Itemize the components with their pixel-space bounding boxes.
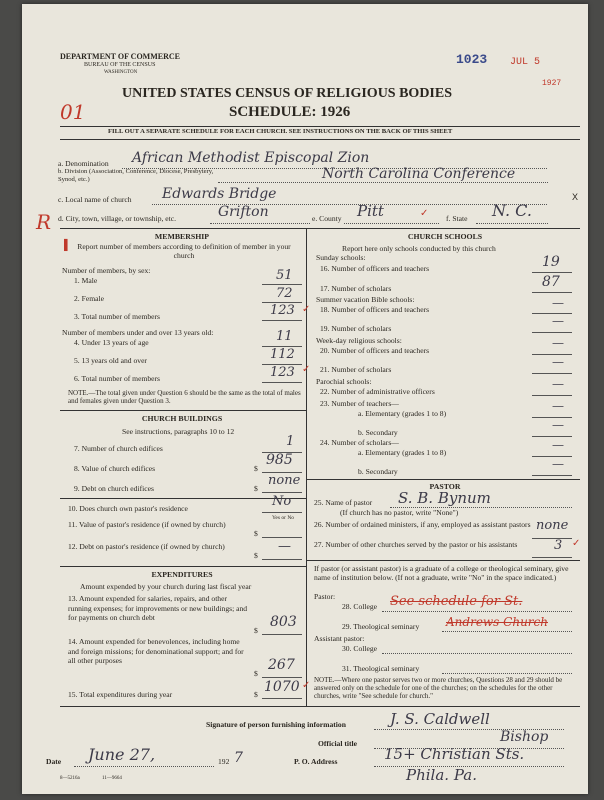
official-title-label: Official title <box>318 739 358 748</box>
q26-value: none <box>536 518 569 533</box>
q15-label: 15. Total expenditures during year <box>68 690 173 699</box>
schools-title: CHURCH SCHOOLS <box>407 232 483 241</box>
state-label: f. State <box>446 214 468 223</box>
membership-note: NOTE.—The total given under Question 6 should be the same as the total of males and females given under Question 3. <box>68 389 301 405</box>
q2-value: 72 <box>276 286 293 301</box>
membership-red-tick: ▌ <box>64 240 72 251</box>
q24-label: 24. Number of scholars— <box>320 438 399 447</box>
red-code: 01 <box>60 100 86 124</box>
stamp-year: 1927 <box>542 79 562 88</box>
year-value: 7 <box>234 750 243 766</box>
q24a-value: — <box>552 438 564 452</box>
county-value: Pitt <box>357 202 384 220</box>
q22-value: — <box>552 377 564 391</box>
q24a-label: a. Elementary (grades 1 to 8) <box>358 448 447 457</box>
q25-hint: (If church has no pastor, write "None") <box>340 508 459 517</box>
expenditures-sub: Amount expended by your church during last fiscal year <box>80 582 252 591</box>
q22-label: 22. Number of administrative officers <box>320 387 435 396</box>
denomination-label: a. Denomination <box>58 159 109 168</box>
q14-label: 14. Amount expended for benevolences, including home and foreign missions; for denominational support; and for all other purposes <box>68 637 244 666</box>
q12-value: — <box>278 539 291 554</box>
address-line-2: Phila. Pa. <box>406 766 477 784</box>
parochial-heading: Parochial schools: <box>316 377 372 386</box>
q16-label: 16. Number of officers and teachers <box>320 264 430 273</box>
address-line-1: 15+ Christian Sts. <box>384 745 525 763</box>
q24b-value: — <box>552 457 564 471</box>
q29-label: 29. Theological seminary <box>342 622 420 631</box>
q25-value: S. B. Bynum <box>398 489 491 507</box>
bureau-name: BUREAU OF THE CENSUS <box>84 62 156 68</box>
date-label: Date <box>46 757 62 766</box>
q5-label: 5. 13 years old and over <box>74 356 147 365</box>
q23b-label: b. Secondary <box>358 428 398 437</box>
q2-label: 2. Female <box>74 294 104 303</box>
q7-value: 1 <box>286 434 295 449</box>
membership-title: MEMBERSHIP <box>154 232 210 241</box>
q11-label: 11. Value of pastor's residence (if owned by church) <box>68 520 226 529</box>
q12-label: 12. Debt on pastor's residence (if owned by church) <box>68 542 225 551</box>
buildings-sub: See instructions, paragraphs 10 to 12 <box>122 427 235 436</box>
form-instruction: FILL OUT A SEPARATE SCHEDULE FOR EACH CHURCH. SEE INSTRUCTIONS ON THE BACK OF THIS SHEET <box>108 128 453 135</box>
q9-label: 9. Debt on church edifices <box>74 484 154 493</box>
date-value: June 27, <box>88 745 156 764</box>
department-name: DEPARTMENT OF COMMERCE <box>60 52 181 61</box>
q16-value: 19 <box>542 254 560 270</box>
stamp-date: JUL 5 <box>510 57 541 68</box>
official-title-value: Bishop <box>500 729 549 745</box>
q3-label: 3. Total number of members <box>74 312 161 321</box>
q9-value: none <box>268 473 301 488</box>
q18-value: — <box>552 296 564 310</box>
q17-value: 87 <box>542 274 560 290</box>
schools-intro: Report here only schools conducted by this church <box>342 244 496 253</box>
state-value: N. C. <box>492 201 532 220</box>
membership-intro: Report number of members according to definition of member in your church <box>77 242 291 260</box>
q26-label: 26. Number of ordained ministers, if any, employed as assistant pastors <box>314 520 531 529</box>
q8-value: 985 <box>266 452 293 468</box>
county-check: ✓ <box>420 208 429 219</box>
city-value: Grifton <box>218 204 269 220</box>
age-heading: Number of members under and over 13 years old: <box>62 328 214 337</box>
signature-value: J. S. Caldwell <box>390 710 490 728</box>
assistant-subheading: Assistant pastor: <box>314 634 365 643</box>
summer-heading: Summer vacation Bible schools: <box>316 295 415 304</box>
county-label: e. County <box>312 214 342 223</box>
church-name-value: Edwards Bridge <box>162 186 277 202</box>
q23a-value: — <box>552 399 564 413</box>
q4-value: 11 <box>276 329 293 344</box>
q1-value: 51 <box>276 268 293 283</box>
sunday-heading: Sunday schools: <box>316 253 366 262</box>
q15-value: 1070 <box>264 679 300 695</box>
buildings-title: CHURCH BUILDINGS <box>141 414 223 423</box>
form-title: UNITED STATES CENSUS OF RELIGIOUS BODIES <box>122 86 453 101</box>
q20-label: 20. Number of officers and teachers <box>320 346 430 355</box>
q3-value: 123 <box>270 303 295 318</box>
q17-label: 17. Number of scholars <box>320 284 392 293</box>
q19-label: 19. Number of scholars <box>320 324 392 333</box>
q27-value: 3 <box>554 538 563 553</box>
pastor-subheading: Pastor: <box>314 592 336 601</box>
pastor-title: PASTOR <box>429 482 461 491</box>
city-label: d. City, town, village, or township, etc. <box>58 214 177 223</box>
q3-check: ✓ <box>302 304 311 315</box>
address-label: P. O. Address <box>294 757 338 766</box>
pastor-note: NOTE.—Where one pastor serves two or more churches, Questions 28 and 29 should be answered only on the schedule for one of the churches; on the schedules for the other churches, write "See schedule for church." <box>314 676 563 700</box>
q6-label: 6. Total number of members <box>74 374 161 383</box>
q29-value: Andrews Church <box>446 615 548 629</box>
stamp-number: 1023 <box>456 52 488 67</box>
q21-value: — <box>552 355 564 369</box>
q10-hint: Yes or No <box>272 515 295 521</box>
denomination-value: African Methodist Episcopal Zion <box>132 150 370 166</box>
margin-red-mark: R <box>36 210 52 234</box>
form-code: 8—5216a <box>60 776 80 781</box>
weekday-heading: Week-day religious schools: <box>316 336 402 345</box>
q5-value: 112 <box>270 347 295 362</box>
q18-label: 18. Number of officers and teachers <box>320 305 430 314</box>
q19-value: — <box>552 314 564 328</box>
q14-value: 267 <box>268 657 295 673</box>
church-name-label: c. Local name of church <box>58 195 132 204</box>
q24b-label: b. Secondary <box>358 467 398 476</box>
q23-label: 23. Number of teachers— <box>320 399 399 408</box>
q23a-label: a. Elementary (grades 1 to 8) <box>358 409 447 418</box>
q25-label: 25. Name of pastor <box>314 498 373 507</box>
year-prefix: 192 <box>218 757 230 766</box>
form-code-2: 11—9664 <box>102 776 122 781</box>
q27-label: 27. Number of other churches served by the pastor or his assistants <box>314 540 518 549</box>
q31-label: 31. Theological seminary <box>342 664 420 673</box>
church-name-mark: X <box>572 192 579 202</box>
q23b-value: — <box>552 418 564 432</box>
q13-label: 13. Amount expended for salaries, repairs, and other running expenses; for improvements or new buildings; and for payments on church debt <box>68 594 248 623</box>
q15-check: ✓ <box>302 680 311 691</box>
census-schedule-sheet: DEPARTMENT OF COMMERCE BUREAU OF THE CENSUS WASHINGTON 1023 JUL 5 1927 01 UNITED STATES CENSUS OF RELIGIOUS BODIES SCHEDULE: 1926 FILL OUT A SEPARATE SCHEDULE FOR EACH CHURCH. SEE INSTRUCTIONS ON THE BACK OF THIS SHEET a. Denomination African Methodist Episcopal Zion b. Division (Association, Conference, Diocese, Presbytery, Synod, etc.) North Carolina Conference c. Local name of church Edwards Bridge X R d. City, town, village, or township, etc. Grifton e. County Pitt ✓ f. State N. C. MEMBERSHIP ▌ Report number of members according to definition of member in your church Number of members, by sex: 1. Male 51 2. Female 72 3. Total number of members 123 ✓ Number of members under and over 13 years old: 4. Under 13 years of age 11 5. 13 years old and over 112 6. Total number of members 123 ✓ NOTE.—The total given under Question 6 should be the same as the total of males and females given under Question 3. CHURCH BUILDINGS See instructions, paragraphs 10 to 12 7. Number of church edifices 1 8. Value of church edifices $ 985 9. Debt on church edifices $ none 10. Does church own pastor's residence No Yes or No 11. Value of pastor's residence (if owned by church) $ 12. Debt on pastor's residence (if owned by church) $ — EXPENDITURES Amount expended by your church during last fiscal year 13. Amount expended for salaries, repairs, and other running expenses; for improvements or new buildings; and for payments on church debt $ 803 14. Amount expended for benevolences, including home and foreign missions; for denominational support; and for all other purposes $ 267 15. Total expenditures during year $ 1070 ✓ CHURCH SCHOOLS Report here only schools conducted by this church Sunday schools: 16. Number of officers and teachers 19 17. Number of scholars 87 Summer vacation Bible schools: 18. Number of officers and teachers — 19. Number of scholars — Week-day religious schools: 20. Number of officers and teachers — 21. Number of scholars — Parochial schools: 22. Number of administrative officers — 23. Number of teachers— a. Elementary (grades 1 to 8) — b. Secondary — 24. Number of scholars— a. Elementary (grades 1 to 8) — b. Secondary — PASTOR 25. Name of pastor S. B. Bynum (If church has no pastor, write "None") 26. Number of ordained ministers, if any, employed as assistant pastors none 27. Number of other churches served by the pastor or his assistants 3 ✓ If pastor (or assistant pastor) is a graduate of a college or theological seminary, give name of institution below. (If not a graduate, write "No" in the space indicated.) Pastor: 28. College See schedule for St. 29. Theological seminary Andrews Church Assistant pastor: 30. College 31. Theological seminary NOTE.—Where one pastor serves two or more churches, Questions 28 and 29 should be answered only on the schedule for one of the churches; on the schedules for the other churches, write "See schedule for church." Signature of person furnishing information J. S. Caldwell Official title Bishop Date June 27, 192 7 P. O. Address 15+ Christian Sts. Phila. Pa. 8—5216a 11—9664 <box>22 4 588 794</box>
form-subtitle: SCHEDULE: 1926 <box>229 104 351 120</box>
division-label: b. Division (Association, Conference, Diocese, Presbytery, Synod, etc.) <box>58 168 214 183</box>
sex-heading: Number of members, by sex: <box>62 266 151 275</box>
q30-label: 30. College <box>342 644 378 653</box>
college-note: If pastor (or assistant pastor) is a graduate of a college or theological seminary, give name of institution below. (If not a graduate, write "No" in the space indicated.) <box>314 564 569 582</box>
q8-label: 8. Value of church edifices <box>74 464 156 473</box>
q13-value: 803 <box>270 614 297 630</box>
q1-label: 1. Male <box>74 276 98 285</box>
q10-label: 10. Does church own pastor's residence <box>68 504 188 513</box>
q6-check: ✓ <box>302 364 311 375</box>
q6-value: 123 <box>270 365 295 380</box>
q7-label: 7. Number of church edifices <box>74 444 163 453</box>
q4-label: 4. Under 13 years of age <box>74 338 149 347</box>
expenditures-title: EXPENDITURES <box>151 570 213 579</box>
q10-value: No <box>272 494 292 509</box>
division-value: North Carolina Conference <box>322 166 516 182</box>
q28-value: See schedule for St. <box>390 594 523 609</box>
q20-value: — <box>552 336 564 350</box>
q27-check: ✓ <box>572 538 581 549</box>
signature-label: Signature of person furnishing information <box>206 720 346 729</box>
q21-label: 21. Number of scholars <box>320 365 392 374</box>
q28-label: 28. College <box>342 602 378 611</box>
bureau-city: WASHINGTON <box>104 70 138 75</box>
